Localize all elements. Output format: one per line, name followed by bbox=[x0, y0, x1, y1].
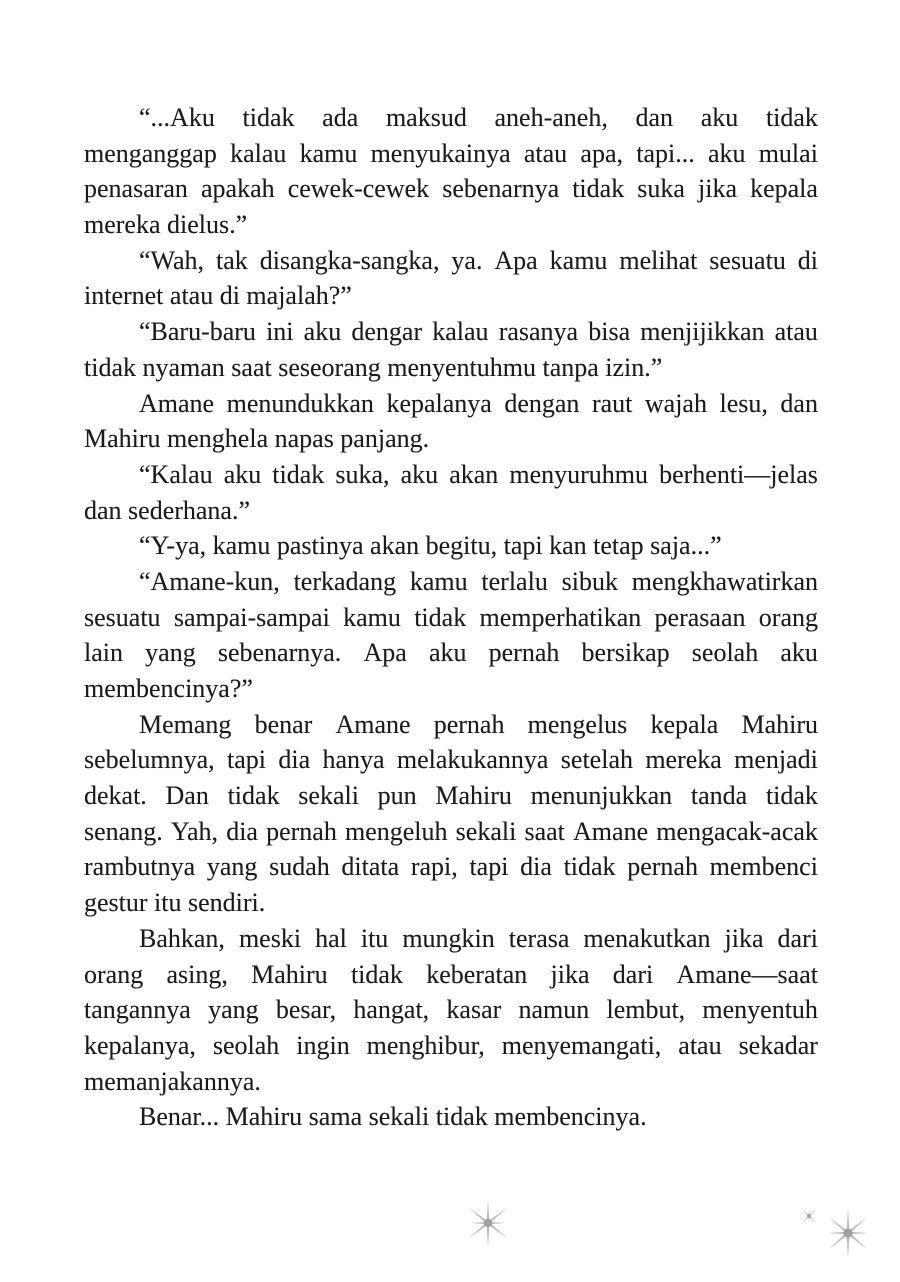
text-line: membencinya?” bbox=[84, 674, 253, 703]
text-line: kepalanya, seolah ingin menghibur, menyemangati, atau sekadar bbox=[84, 1030, 818, 1060]
paragraph bbox=[84, 243, 818, 314]
text-line: dan sederhana.” bbox=[84, 495, 251, 525]
text-line: sesuatu sampai-sampai kamu tidak memperhatikan perasaan orang bbox=[84, 602, 818, 632]
paragraph bbox=[84, 1099, 818, 1135]
paragraph bbox=[84, 314, 818, 385]
text-line: rambutnya yang sudah ditata rapi, tapi dia tidak pernah membenci bbox=[84, 852, 818, 882]
paragraph bbox=[84, 100, 818, 243]
text-line: “Amane-kun, terkadang kamu terlalu sibuk mengkhawatirkan bbox=[139, 566, 818, 596]
text-line: penasaran apakah cewek-cewek sebenarnya tidak suka jika kepala bbox=[84, 174, 818, 204]
sparkle-icon bbox=[460, 1195, 516, 1251]
text-line: Benar... Mahiru sama sekali tidak membencinya. bbox=[139, 1102, 647, 1132]
text-line: Memang benar Amane pernah mengelus kepala Mahiru bbox=[139, 709, 818, 739]
text-line: “...Aku tidak ada maksud aneh-aneh, dan aku tidak bbox=[139, 103, 818, 132]
text-line: dekat. Dan tidak sekali pun Mahiru menunjukkan tanda tidak bbox=[84, 781, 818, 811]
text-line: “Y-ya, kamu pastinya akan begitu, tapi kan tetap saja...” bbox=[139, 531, 722, 561]
paragraph bbox=[84, 386, 818, 457]
text-line: orang asing, Mahiru tidak keberatan jika dari Amane—saat bbox=[84, 959, 818, 989]
text-line: Bahkan, meski hal itu mungkin terasa menakutkan jika dari bbox=[139, 923, 818, 953]
text-line: gestur itu sendiri. bbox=[84, 888, 266, 918]
text-line: tidak nyaman saat seseorang menyentuhmu tanpa izin.” bbox=[84, 352, 663, 382]
text-line: memanjakannya. bbox=[84, 1066, 261, 1096]
paragraph bbox=[84, 457, 818, 528]
text-line: internet atau di majalah?” bbox=[84, 281, 352, 311]
paragraph bbox=[84, 528, 818, 564]
text-line: lain yang sebenarnya. Apa aku pernah bersikap seolah aku bbox=[84, 638, 818, 668]
text-line: “Baru-baru ini aku dengar kalau rasanya bisa menjijikkan atau bbox=[139, 317, 818, 347]
text-line: menganggap kalau kamu menyukainya atau apa, tapi... aku mulai bbox=[84, 138, 818, 168]
sparkle-icon bbox=[819, 1204, 877, 1262]
text-line: Mahiru menghela napas panjang. bbox=[84, 424, 430, 454]
text-line: Amane menundukkan kepalanya dengan raut wajah lesu, dan bbox=[139, 388, 818, 418]
paragraph bbox=[84, 921, 818, 1099]
text-line: sebelumnya, tapi dia hanya melakukannya setelah mereka menjadi bbox=[84, 745, 818, 775]
text-line: senang. Yah, dia pernah mengeluh sekali saat Amane mengacak-acak bbox=[84, 816, 818, 846]
text-line: “Kalau aku tidak suka, aku akan menyuruhmu berhenti—jelas bbox=[139, 459, 818, 489]
text-line: tangannya yang besar, hangat, kasar namun lembut, menyentuh bbox=[84, 995, 818, 1025]
text-line: “Wah, tak disangka-sangka, ya. Apa kamu melihat sesuatu di bbox=[139, 245, 818, 275]
paragraph bbox=[84, 707, 818, 921]
text-line: mereka dielus.” bbox=[84, 210, 248, 240]
sparkle-small-icon bbox=[797, 1204, 821, 1228]
page-text bbox=[84, 100, 818, 1135]
paragraph bbox=[84, 564, 818, 707]
